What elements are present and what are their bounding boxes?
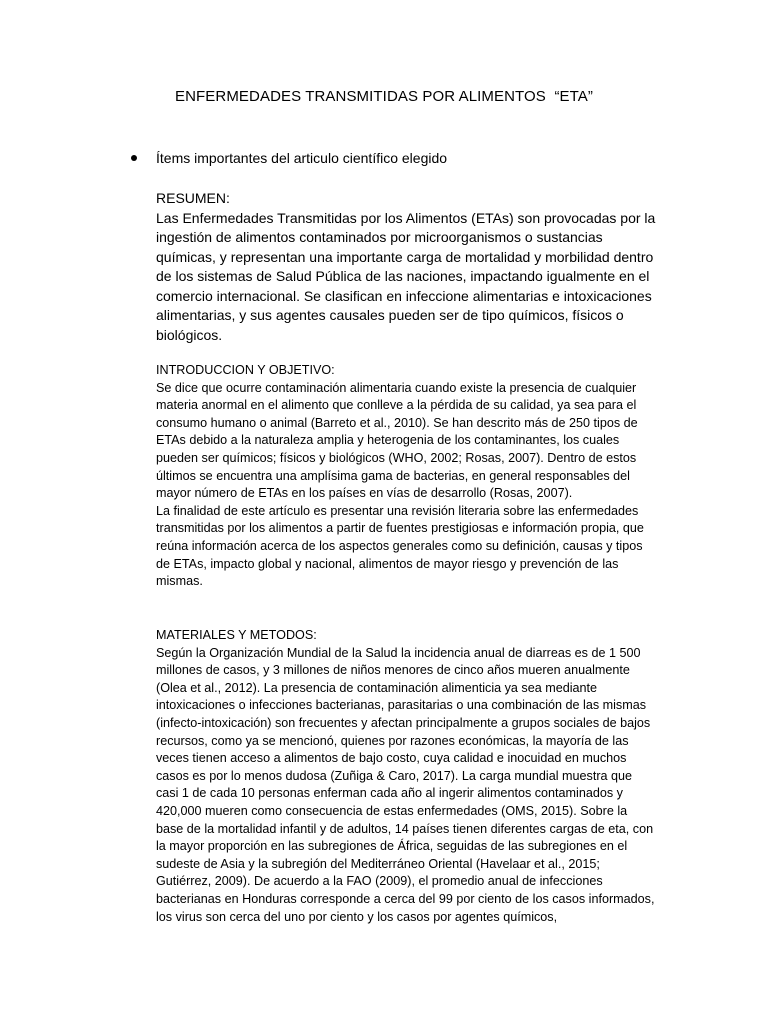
resumen-heading: RESUMEN:: [156, 190, 230, 206]
introduccion-paragraph-1: Se dice que ocurre contaminación alimentaria cuando existe la presencia de cualquier materia anormal en el alimento que conlleve a la pérdida de su calidad, ya sea para el consumo humano o animal (Barreto et al., 2010). Se han descrito más de 250 tipos de ETAs debido a la naturaleza amplia y heterogenia de los contaminantes, los cuales pueden ser químicos; físicos y biológicos (WHO, 2002; Rosas, 2007). Dentro de estos últimos se encuentra una amplísima gama de bacterias, en general responsables del mayor número de ETAs en los países en vías de desarrollo (Rosas, 2007).: [156, 380, 638, 501]
materiales-section: [156, 627, 656, 926]
document-title: ENFERMEDADES TRANSMITIDAS POR ALIMENTOS “ETA”: [175, 88, 593, 105]
resumen-body: Las Enfermedades Transmitidas por los Alimentos (ETAs) son provocadas por la ingestión de alimentos contaminados por microorganismos o sustancias químicas, y representan una importante carga de mortalidad y morbilidad dentro de los sistemas de Salud Pública de las naciones, impactando igualmente en el comercio internacional. Se clasifican en infeccione alimentarias e intoxicaciones alimentarias, y sus agentes causales pueden ser de tipo químicos, físicos o biológicos.: [156, 209, 656, 343]
materiales-body: Según la Organización Mundial de la Salud la incidencia anual de diarreas es de 1 500 millones de casos, y 3 millones de niños menores de cinco años mueren anualmente (Olea et al., 2012). La presencia de contaminación alimenticia ya sea mediante intoxicaciones o infecciones bacterianas, parasitarias o una combinación de las mismas (infecto-intoxicación) son frecuentes y afectan principalmente a grupos sociales de bajos recursos, como ya se mencionó, quienes por razones económicas, la mayoría de las veces tienen acceso a alimentos de bajo costo, cuya calidad e inocuidad en muchos casos es por lo menos dudosa (Zuñiga & Caro, 2017). La carga mundial muestra que casi 1 de cada 10 personas enferman cada año al ingerir alimentos contaminados y 420,000 mueren como consecuencia de estas enfermedades (OMS, 2015). Sobre la base de la mortalidad infantil y de adultos, 14 países tienen diferentes cargas de eta, con la mayor proporción en las subregiones de África, seguidas de las subregiones en el sudeste de Asia y la subregión del Mediterráneo Oriental (Havelaar et al., 2015; Gutiérrez, 2009). De acuerdo a la FAO (2009), el promedio anual de infecciones bacterianas en Honduras corresponde a cerca del 99 por ciento de los casos informados, los virus son cerca del uno por ciento y los casos por agentes químicos,: [156, 645, 655, 924]
resumen-section: [156, 189, 656, 345]
bullet-item-text: Ítems importantes del articulo científico elegido: [156, 150, 448, 166]
bullet-point-icon: [131, 155, 137, 161]
materiales-heading: MATERIALES Y METODOS:: [156, 628, 317, 642]
introduccion-section: [156, 362, 656, 591]
introduccion-heading: INTRODUCCION Y OBJETIVO:: [156, 363, 335, 377]
introduccion-paragraph-2: La finalidad de este artículo es presentar una revisión literaria sobre las enfermedades transmitidas por los alimentos a partir de fuentes prestigiosas e información propia, que reúna información acerca de los aspectos generales como su definición, causas y tipos de ETAs, impacto global y nacional, alimentos de mayor riesgo y prevención de las mismas.: [156, 503, 644, 589]
